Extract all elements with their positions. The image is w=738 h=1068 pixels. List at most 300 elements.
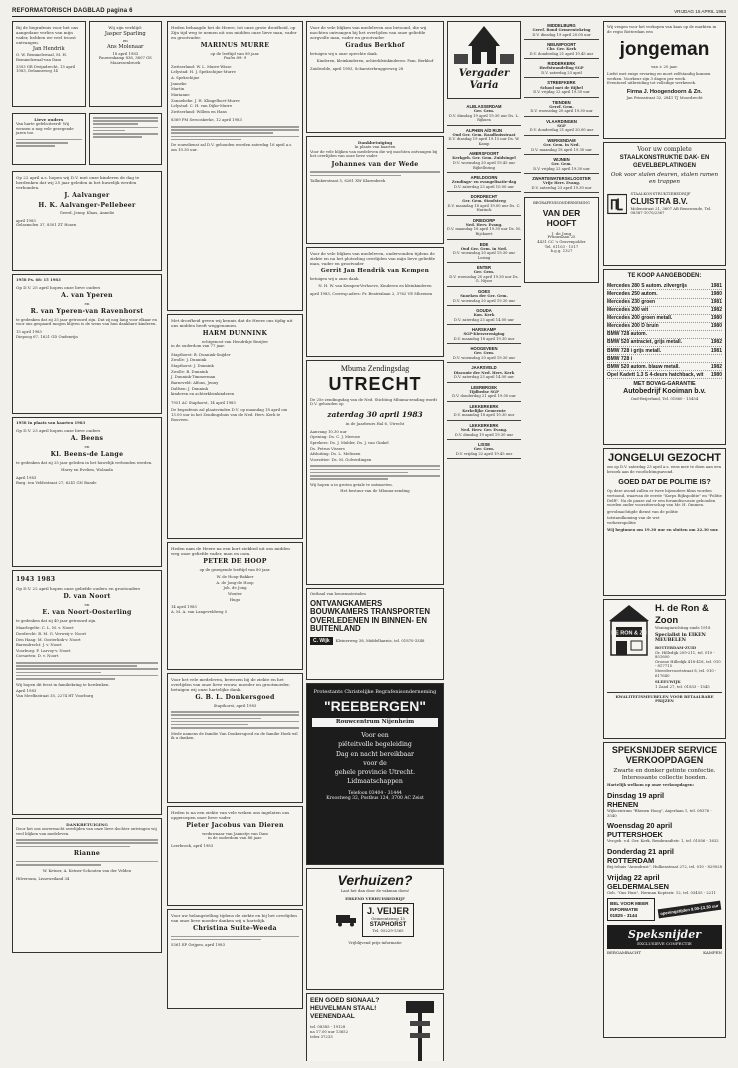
church-sub: Ned. Herv. Evang.	[465, 222, 503, 227]
ad-title: EEN GOED SIGNAAL? HEUVELMAN STAAL! VEENENDAAL	[310, 997, 380, 1021]
ad-sub: Ook voor stalen deuren, stalen ramen en trappen	[610, 172, 719, 186]
church-listing	[447, 240, 521, 264]
church-sub: School met de Bijbel	[540, 85, 583, 90]
ad-title: Verhuizen?	[337, 872, 413, 888]
day-entry	[607, 821, 722, 844]
ad-lines	[312, 731, 438, 787]
ad-logo: C. Wijk	[310, 637, 333, 645]
ad-note: Eventueel uitbreiding tot volledige werkweek.	[607, 80, 697, 86]
notice-family: G. W. Remmelzwaal, M. H. Remmelzwaal-van Dam	[16, 52, 67, 62]
notice-title: Lieve ouders	[34, 117, 64, 122]
day-city: GELDERMALSEN	[607, 881, 670, 891]
notice-date: april 1983	[16, 217, 36, 223]
ad-text: om op D.V. zaterdag 23 april a.s. eens mee te doen aan een bezoek aan de voorlichtingsavond.	[607, 464, 721, 475]
ad-title: jongeman	[619, 39, 710, 61]
car-row	[607, 282, 722, 290]
ad-firm: Firma J. Hoogendoorn & Zn.	[626, 88, 703, 95]
ad-comite: Het bestuur van de Mbuma-zending	[340, 488, 410, 494]
church-title: JAARSVELD	[471, 365, 497, 371]
church-listing	[524, 59, 599, 78]
church-title: DORDRECHT	[470, 194, 498, 200]
ad-spec: Specialist in EIKEN MEUBELEN	[655, 632, 706, 644]
notice-date: April 1983	[16, 688, 37, 694]
notice-intro: Bij de begrafenis voor het ons aangedane verlies van mijn vader, hebben we veel troost ontvangen.	[16, 25, 79, 45]
ad-info: BEL VOOR MEER INFORMATIE 01825 - 3144	[607, 898, 655, 921]
day-city: PUTTERSHOEK	[607, 830, 663, 840]
notice-text: De rouwdienst zal D.V. gehouden worden zaterdag 16 april a.s. om 10.30 uur.	[171, 142, 293, 152]
church-text: D.V. woensdag 20 april 19.30 uur	[530, 109, 593, 114]
day-list	[607, 791, 722, 895]
notice-closing: Wij hopen dit feest in familiekring te herdenken.	[16, 681, 110, 687]
family-line: Corsarten: D. v. Noort	[16, 653, 59, 659]
notice-sub: Stapthorst, april 1983	[213, 702, 257, 708]
notice-address: 3303 GB Dwijndrecht, 15 april 1983, Delauneweg 14	[16, 63, 76, 74]
ad-phone: tel. 08385 - 19128	[310, 1024, 346, 1030]
notice-date: April 1983	[16, 474, 37, 480]
church-listing	[447, 440, 521, 459]
church-text: D.V. zaterdag 23 april 14.00 uur	[454, 317, 514, 322]
ad-city: STAPHORST	[369, 921, 407, 928]
notice-aalvanger	[12, 171, 162, 271]
car-label: Mercedes 200 groen metall.	[607, 315, 673, 322]
ad-top: Protestants Christelijke Begrafenisonderneming	[313, 689, 437, 695]
cluistra-logo-icon	[607, 191, 627, 217]
family-line: A. Spekschijne	[171, 75, 200, 81]
ad-address: Kroostweg 32, Postbus 124, 3700 AC Zeist	[326, 796, 424, 802]
notice-name: Pieter Jacobus van Dieren	[186, 821, 284, 829]
notice-date: 18 april 1983	[112, 50, 139, 56]
church-title: ZWARTEWATERSKLOOSTER	[532, 176, 591, 182]
church-text: D.V. maandag 18 april 19.30 uur	[531, 147, 592, 152]
notice-address: 8369 PM Serooskerke, 12 april 1983	[171, 117, 242, 123]
notice-name: Johannes van der Wede	[331, 160, 419, 168]
ad-address: Gr. Hilledijk 209-211, tel. 010 - 851600	[655, 649, 715, 660]
car-row	[607, 331, 722, 339]
ad-age: van ± 20 jaar.	[651, 64, 678, 70]
notice-en: en	[84, 301, 90, 307]
notice-age: op de gezegende leeftijd van 80 jaar.	[199, 566, 271, 572]
ad-address: Kleinerweg 38, Middelharnis, tel. 01870-3348	[335, 637, 425, 643]
program-line: Sprekers: Ds. J. Mulder, Ds. J. van Ginkel	[310, 439, 389, 445]
church-sub: Geref. Gem.	[549, 104, 574, 109]
car-year: 1982	[710, 339, 722, 346]
notice-text: te gedenken dat zij 25 jaar getrouwd zijn. Dat zij nog lang voor elkaar en voor ons gespaard mogen blijven is de wens van hun dankbare kinderen.	[16, 316, 157, 327]
church-title: HARSKAMP	[471, 327, 497, 333]
notice-intro: Voor uw belangstelling tijdens de ziekte en bij het overlijden van onze lieve moeder danken wij u hartelijk.	[171, 913, 297, 923]
church-listing	[447, 306, 521, 325]
ad-jongeman	[603, 21, 726, 139]
church-text: D.V. maandag 18 april 19.30 uur Ds. M. Rijckaert	[447, 227, 521, 236]
program-line: Afsluiting: Ds. L. Melissen	[310, 451, 361, 457]
church-listing	[524, 21, 599, 40]
family-line: W. de Hoop-Bakker	[216, 574, 254, 580]
ad-list-item: verkeerspolitie	[607, 520, 636, 526]
church-title: GOES	[477, 288, 491, 294]
notice-dunnink	[167, 314, 303, 539]
column-5	[603, 21, 726, 1061]
church-sub: Kon. Kerk	[473, 313, 495, 318]
family-line: Voorburg: F. Larvoy-v. Noort	[16, 647, 71, 653]
church-title: VLAARDINGEN	[546, 118, 577, 124]
notice-name: Rianne	[73, 850, 101, 858]
ad-bar: Rouwcentrum Nijenheim	[312, 718, 438, 727]
notice-name: Christina Suite-Weeda	[193, 924, 277, 932]
ad-line: Lidmaatschappen	[347, 778, 403, 786]
ad-program	[310, 430, 440, 463]
ad-phone: Tel. 01103 - 1517	[544, 243, 579, 249]
car-row	[607, 307, 722, 315]
notice-name: Kl. Beens-de Lange	[50, 451, 124, 459]
ad-location: in de Jaarbeurs Hal 6, Utrecht	[345, 421, 405, 427]
car-label: BMW 728 i grijs metall.	[607, 347, 662, 354]
ad-address: Meerdervoortstraat 8, tel. 010 - 617640	[655, 668, 717, 678]
day-venue: Wijkcentrum "Rhenen Hoog", Anjerlaan 1, tel. 08376 - 3540	[607, 808, 712, 818]
church-text: D.V. dinsdag 19 april 19.30 uur Ds. L. Rijksen	[448, 113, 520, 123]
church-text: D.V. zaterdag 23 april 14.00 uur	[454, 375, 514, 380]
ad-jongelui	[603, 448, 726, 596]
day-date: Vrijdag 22 april	[607, 872, 660, 882]
notice-intro: Heden is na een ziekte van vele weken ons ingelaten ons opgeroepen onze lieve vader	[171, 810, 290, 820]
church-sub: SGP	[557, 123, 566, 128]
ad-street: Prunuslaan 25	[547, 234, 576, 240]
church-text: D.V. woensdag 20 april 19.45 uur Bijbellezing	[452, 160, 516, 170]
family-line: Zwitserland: W. L. Murre-Wisse	[171, 63, 232, 69]
car-year: 1980	[710, 323, 722, 330]
ad-vanderhooft	[524, 197, 599, 283]
vergader-title: Vergader	[458, 68, 510, 80]
notice-intro: Voor de vele blijken van medeleven, ondervonden tijdens de ziekte en na het plotseling overlijden van mijn lieve geliefde man, vader en grootvader	[310, 251, 436, 266]
church-listing	[447, 363, 521, 382]
family-line: Stapthorst: B. Dunnink-Snijder	[171, 351, 231, 357]
church-text: D.V. woensdag 20 april 19.30 uur	[452, 298, 516, 303]
church-listing	[447, 421, 521, 440]
program-line: Aanvang 10.30 uur	[310, 428, 347, 434]
notice-address: A. M. A. van Langeveldweg 5	[171, 608, 228, 614]
notice-text: Voor de vele blijken van medeleven die wij mochten ontvangen bij het overlijden van onze lieve vader	[310, 148, 438, 159]
notice-address: april 1983, Corresp.adres: Pr. Beatrixlaan 2, 3762 VE Mheenen	[310, 291, 433, 297]
car-row	[607, 363, 722, 371]
ad-top: Onthaal van bouwmaterialen	[310, 591, 366, 596]
notice-sub: In plaats van kaarten	[354, 143, 396, 149]
church-sub: Oud Ger. Gem. Raadhuisstraat	[452, 132, 516, 137]
church-title: ALPHEN A/D RIJN	[465, 127, 503, 133]
car-label: BMW 520 autom. blauw metall.	[607, 363, 680, 370]
vergader-right	[524, 21, 599, 1061]
church-sub: Vrije Herv. Evang.	[542, 181, 581, 186]
notice-family	[16, 626, 158, 659]
ad-footer: KWALITEITSMEUBELEN VOOR BETAALBARE PRIJZEN	[615, 693, 714, 704]
ad-title: JONGELUI GEZOCHT	[607, 452, 722, 464]
church-title: ENTER	[476, 265, 492, 271]
family-line: J. Dunnink-Timmerman	[171, 374, 216, 380]
church-title: AMERSFOORT	[469, 151, 499, 157]
church-title: NIEUWPOORT	[547, 42, 576, 48]
church-title: STREEFKERK	[547, 80, 576, 86]
ad-company-top: ERKEND VERHUISBEDRIJF	[345, 895, 405, 901]
notice-donkersgoed	[167, 673, 303, 803]
notice-top: 1958 In plaats van kaarten 1983	[16, 420, 86, 425]
notice-text: Van harte gefeliciteerd! Wij wensen u nog vele gezegende jaren toe.	[16, 120, 74, 136]
ad-sub: J. de Jong	[551, 230, 572, 236]
ad-phone: Telefoon 03404 - 31444	[348, 790, 402, 796]
ad-company: J. VEIJER	[366, 906, 410, 917]
notice-name: MARINUS MURRE	[200, 41, 270, 49]
notice-name: Gradus Berkhof	[345, 41, 405, 49]
church-text: D.V. woensdag 20 april 19.30 uur Lezing	[452, 251, 516, 260]
church-title: MIDDELBURG	[547, 23, 576, 28]
car-row	[607, 299, 722, 307]
notice-name: HARM DUNNINK	[202, 329, 268, 337]
program-line: Ds. Petrus Vissers	[310, 445, 345, 451]
notice-sparling	[89, 21, 163, 107]
day-venue: Bej.tehuis "Avondrust", Hulkenstraat 272, tel. 010 - 829028	[607, 864, 723, 870]
notice-small-right	[89, 113, 163, 165]
church-listing	[447, 263, 521, 287]
notice-address: Pauwenkamp 836, 3607 GS Maarssenbroek	[98, 55, 152, 65]
vergader-logo	[447, 21, 521, 99]
ad-line: Dag en nacht bereikbaar	[335, 750, 415, 758]
car-label: BMW 520 antraciet, grijs metall.	[607, 339, 683, 346]
church-text: D.V. maandag 18 april 19.30 uur	[453, 413, 515, 418]
notice-hoop	[167, 542, 303, 670]
car-list	[607, 282, 722, 379]
ad-logo-sub: EXCLUSIEVE CONFECTIE	[637, 940, 692, 946]
church-sub: Chr. Ger. Kerk	[546, 47, 577, 52]
family-line: Lelystad: H. J. Spekschijne-Murre	[171, 69, 236, 75]
notice-address: Diepoog 67, 1621 GD Oudenrijn	[16, 333, 78, 339]
car-year: 1980	[710, 290, 722, 297]
church-title: TIENDEN	[552, 99, 571, 105]
ad-title: ONTVANGKAMERS BOUWKAMERS TRANSPORTEN OVERLEDENEN IN BINNEN- EN BUITENLAND	[310, 598, 430, 634]
church-text: D.V. zaterdag 23 april 10.00 uur	[454, 184, 514, 189]
notice-children: Harry en Evelien, Wolanda	[61, 467, 113, 473]
church-sub: Ger. Gem. in Ned.	[543, 143, 580, 148]
ad-since: b.g.g. 1327	[550, 248, 573, 254]
notice-age: in de ouderdom van 86 jaar.	[208, 835, 262, 841]
notice-text: betuigen wij u onze oprechte dank.	[310, 50, 378, 56]
family-line: Dordrecht: B. M. G. Verweij-v. Noort	[16, 630, 87, 636]
church-title: APELDOORN	[470, 175, 498, 181]
ad-address: Jan Prinsstraat 32, 2841 TJ Moordrecht	[626, 94, 703, 100]
notice-murre	[167, 21, 303, 311]
church-sub: Snoeken der Ger. Gem.	[460, 293, 508, 298]
notice-hendrik	[12, 21, 86, 107]
church-sub: Herfstwandeling SGP	[539, 66, 584, 71]
ad-veenendaal	[306, 993, 444, 1061]
ad-address: 1 Zand 27, tel. 01833 - 1545	[655, 683, 710, 689]
ad-question: GOED DAT DE POLITIE IS?	[618, 476, 711, 486]
notice-text: Door het ons onverwacht overlijden van onze lieve dochter ontvingen wij veel blijken van medeleven.	[16, 825, 157, 836]
notice-intro: Met droefheid geven wij kennis dat de Heere ons tijdig uit ons midden heeft weggenomen.	[171, 318, 293, 328]
ad-intro: Hartelijk welkom op onze verkoopdagen:	[607, 782, 695, 788]
church-title: LEKKERKERK	[469, 403, 499, 409]
church-listing	[447, 149, 521, 173]
car-label: Mercedes 280 S autom. zilvergrijs	[607, 282, 688, 289]
notice-name: Jan Hendrik	[32, 45, 65, 52]
column-3	[306, 21, 444, 1061]
car-year: 1981	[710, 347, 722, 354]
ad-list	[607, 510, 722, 526]
church-sub: Ger. Gem.	[473, 109, 495, 114]
notice-intro: Voor het vele medeleven, bewezen bij de ziekte en het overlijden van onze lieve vrouw, moeder en grootmoeder, betuigen wij onze hartelijke dank.	[171, 677, 290, 692]
car-label: BMW 728 autom.	[607, 331, 648, 338]
program-line: Voorzitter: Ds. M. Golverdingen	[310, 456, 372, 462]
notice-address: Tallinkerstraat 5, 8261 XW Klarenbeek	[310, 178, 386, 184]
family-line: Zwolle: J. Dunnink	[171, 357, 207, 363]
notice-wede	[306, 136, 444, 244]
ad-date: zaterdag 30 april 1983	[327, 409, 423, 419]
ad-address: Oud-Beijerland, Tel. 01860 - 15454	[630, 395, 699, 401]
car-row	[607, 315, 722, 323]
notice-beens	[12, 417, 162, 567]
notice-name: PETER DE HOOP	[203, 557, 267, 565]
notice-top: 1958 Ps. 68: 15 1983	[16, 277, 61, 282]
notice-date: 15 april 1983	[16, 328, 42, 334]
church-text: D.V. woensdag 20 april 19.30 uur Ds. G. Nijsse	[449, 274, 519, 284]
family-line: Martin	[171, 86, 185, 92]
church-text: D.V. donderdag 21 april 20.00 uur	[529, 128, 594, 133]
church-listing	[447, 383, 521, 402]
church-title: ALBLASSERDAM	[466, 104, 502, 109]
notice-address: Hilversum, Lisseweiland 34	[16, 876, 70, 882]
family-line: Marianne	[171, 91, 190, 97]
car-label: Mercedes 230 groen	[607, 299, 656, 305]
ad-title: STAALKONSTRUKTIE DAK- EN GEVELBEPLATINGEN	[619, 155, 710, 169]
notice-text: te gedenken dat zij 25 jaar geleden in het huwelijk verbonden werden.	[16, 459, 153, 465]
column-2	[167, 21, 303, 1061]
ad-city: UTRECHT	[328, 373, 422, 394]
church-listing	[447, 402, 521, 421]
notice-family	[171, 65, 299, 115]
notice-name: J. Aalvanger	[64, 191, 110, 199]
family-line: Lelystad: C. H. van Dijke-Murre	[171, 103, 233, 109]
church-text: D.V. vrijdag 22 april 19.30 uur	[533, 166, 590, 171]
church-sub: Ger. Gem.	[473, 270, 495, 275]
ad-line: piëteitvolle begeleiding	[338, 741, 412, 749]
church-title: DRIEDORP	[472, 217, 496, 223]
car-row	[607, 290, 722, 298]
ad-city: SLEEUWIJK	[655, 679, 681, 685]
car-row	[607, 371, 722, 379]
ad-name: H. de Ron & Zoon	[655, 603, 709, 626]
notice-name: H. K. Aalvanger-Pellebeer	[38, 201, 136, 209]
ad-mbuma	[306, 360, 444, 585]
ad-title: TE KOOP AANGEBODEN:	[627, 273, 702, 279]
church-listing	[524, 78, 599, 97]
notice-address: Leerbroek, april 1983	[171, 842, 214, 848]
ad-cluistra	[603, 142, 726, 266]
ad-footer: Vrijblijvend prijs-informatie	[348, 939, 402, 945]
notice-intro: Op D.V. 22 april hopen onze geliefde ouders en grootouders	[16, 585, 141, 591]
church-sub: Ger. Gem. Stoofsteeg	[462, 199, 506, 204]
church-listing	[447, 126, 521, 150]
paper-title: REFORMATORISCH DAGBLAD pagina 6	[12, 7, 133, 14]
day-city: RHENEN	[607, 800, 639, 810]
notice-noort	[12, 570, 162, 815]
church-list-right	[524, 21, 599, 193]
day-venue: Ver.geb. v.d. Ger. Kerk, Rembrandtstr. 1, tel. 01856 - 1632	[607, 838, 719, 844]
church-title: WIJNEN	[553, 157, 570, 163]
ad-title: SPEKSNIJDER SERVICE VERKOOPDAGEN	[611, 745, 718, 765]
church-listing	[524, 174, 599, 193]
church-sub: Oud Ger. Gem. in Ned.	[460, 246, 508, 251]
notice-en: en	[122, 38, 128, 44]
notice-en: en	[84, 444, 90, 450]
notice-suite	[167, 909, 303, 1009]
ad-name: VAN DER HOOFT	[542, 207, 581, 229]
notice-intro: Op D.V. 23 april hopen onze lieve ouders	[16, 427, 101, 433]
family-line: Dalfsen: J. Dunnink	[171, 385, 209, 391]
car-row	[607, 339, 722, 347]
ad-address: 4431 CC 's Gravenpolder	[537, 239, 586, 245]
ad-deron	[603, 599, 726, 739]
ad-logo: Speksnijder	[627, 928, 702, 942]
church-listing	[524, 117, 599, 136]
ad-stamp: openingstijden 9.00-13.30 uur	[658, 901, 722, 919]
truck-icon	[336, 913, 358, 927]
notice-intro: Heden nam de Heere na een kort ziekbed uit ons midden weg onze geliefde vader, man en oom.	[171, 546, 290, 556]
church-sub: Ger. Gem.	[473, 447, 495, 452]
family-line: Maarlegelte: C. L. M. v. Noort	[16, 625, 74, 631]
ad-line: voor de	[363, 759, 387, 767]
notice-intro: Heden behaagde het de Heere, tot onze grote droefheid, op Zijn tijd weg te nemen uit ons midden onze lieve man, vader en grootvader.	[171, 25, 297, 40]
church-text: D.V. dinsdag 19 april 20.00 uur	[532, 32, 591, 37]
column-4	[447, 21, 599, 1061]
notice-text: Mede namens de familie Van Donkersgoed en de familie Hoek wil ik u danken.	[171, 730, 298, 741]
notice-details: op de leeftijd van 80 jaar.	[210, 50, 260, 56]
ad-city: ROTTERDAM-ZUID	[655, 644, 697, 650]
notice-children: Geerd, Jenny, Klaas, Annelie	[59, 210, 115, 216]
notice-family: N. H. W. van Kempen-Verhoeve, Kinderen en kleinkinderen	[318, 283, 432, 289]
ad-name: "REEBERGEN"	[324, 698, 426, 715]
notice-address: Zuidwolde, april 1983, Scharsterbruggerweg 28	[310, 65, 404, 71]
ad-list-item: totstandkoming van de wet	[607, 514, 660, 520]
notice-intro: Voor de vele blijken van medeleven ons betoond, die wij mochten ontvangen bij het overlijden van onze geliefde zorgvolle man, vader en grootvader	[310, 25, 427, 40]
family-line: Hugo	[229, 596, 241, 602]
family-line: kinderen en achterkleinkinderen	[171, 391, 235, 397]
car-label: Opel Kadett 1.3 S 4-deurs hatchback, wit	[607, 371, 704, 378]
notice-yperen	[12, 274, 162, 414]
ad-line: Voor een	[361, 731, 389, 739]
ad-line: gehele provincie Utrecht.	[334, 769, 416, 777]
day-entry	[607, 873, 722, 896]
ad-company: CLUISTRA B.V.	[630, 196, 688, 206]
car-year: 1980	[710, 315, 722, 322]
ad-foot-city: BERGAMBACHT	[607, 950, 642, 956]
church-icon	[450, 24, 518, 66]
notice-text: te gedenken dat zij 40 jaar getrouwd zijn.	[16, 617, 97, 623]
signal-icon	[400, 997, 440, 1061]
day-date: Dinsdag 19 april	[607, 791, 665, 801]
church-text: D.V. maandag 18 april 19.30 uur	[453, 336, 515, 341]
church-title: RIDDERKERK	[547, 61, 576, 67]
family-line: Den Haag: M. Oosterlink-v. Noort	[16, 636, 81, 642]
ad-foot-city: KAMPEN	[703, 950, 722, 956]
church-text: D.V. woensdag 20 april 19.30 uur	[452, 355, 516, 360]
family-line: Wouter	[228, 591, 242, 597]
notice-address: Van Meelfastraat 35, 2274 HT Voorburg	[16, 692, 94, 698]
car-row	[607, 323, 722, 331]
ad-owa	[306, 588, 444, 680]
car-year: 1982	[710, 307, 722, 314]
notice-name: R. van Yperen-van Ravenhorst	[30, 308, 144, 316]
family-line: Joh. de Jong	[223, 585, 247, 591]
church-sub: Kerkgeb. Ger. Gem. Zuidsingel	[452, 156, 516, 161]
ad-intro: Wij vragen voor het verkopen van kaas op de markten in de regio Rotterdam een	[607, 24, 717, 34]
family-line: Zonnebeke: J. H. Klingelhoet-Murre	[171, 97, 240, 103]
notice-berkhof	[306, 21, 444, 133]
notice-en: en	[84, 602, 90, 608]
